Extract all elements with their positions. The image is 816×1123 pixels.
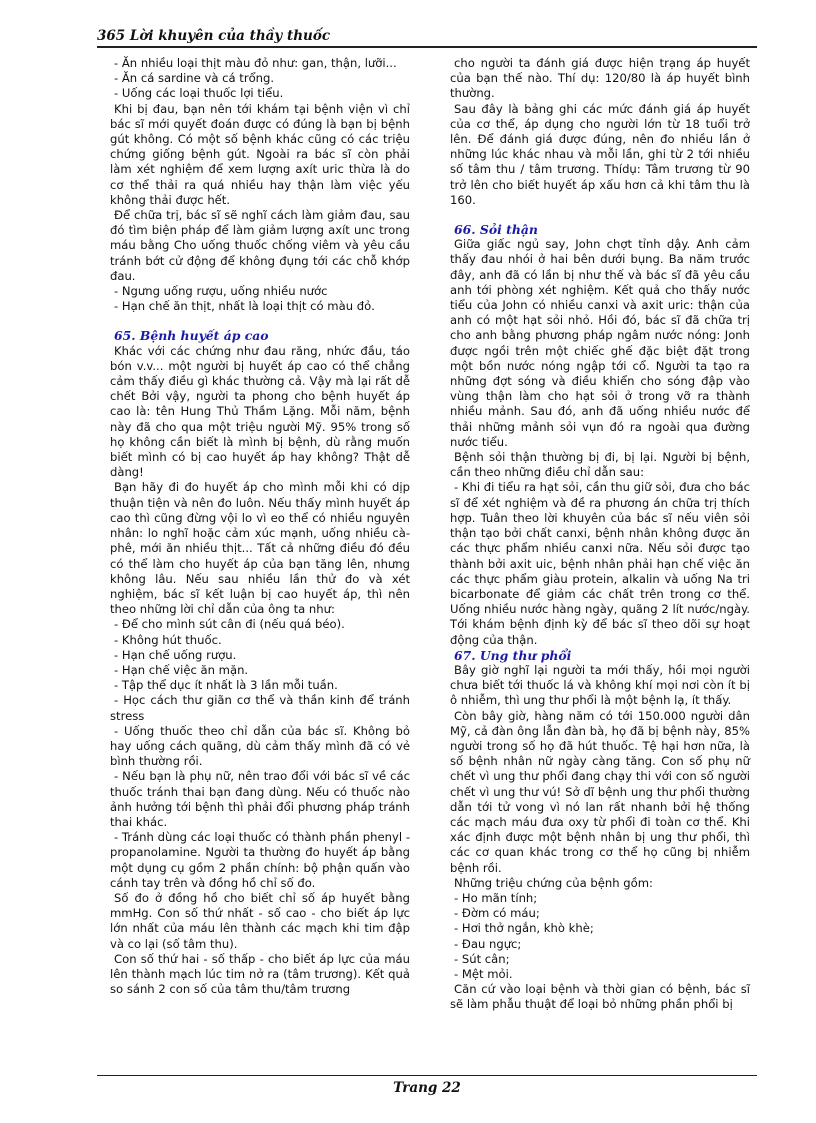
section-65-title: 65. Bệnh huyết áp cao — [114, 328, 269, 344]
right-column — [450, 56, 750, 1013]
paragraph: - Hạn chế uống rượu. — [114, 647, 237, 662]
paragraph: - Để cho mình sút cân đi (nếu quá béo). — [114, 617, 345, 632]
paragraph: - Uống thuốc theo chỉ dẫn của bác sĩ. Không bỏ hay uống cách quãng, dù cảm thấy mình đã có vẻ bình thường rồi. — [110, 723, 410, 769]
paragraph: - Uống các loại thuốc lợi tiểu. — [114, 86, 284, 101]
paragraph: - Mệt mỏi. — [454, 966, 513, 981]
paragraph: - Ăn cá sardine và cá trổng. — [114, 71, 275, 86]
page-number: Trang 22 — [393, 1080, 461, 1096]
header-divider — [97, 46, 757, 48]
paragraph: - Ho mãn tính; — [454, 890, 538, 905]
paragraph: Những triệu chứng của bệnh gồm: — [454, 875, 653, 890]
paragraph: - Hạn chế việc ăn mặn. — [114, 662, 249, 677]
paragraph: Khác với các chứng như đau răng, nhức đầu, táo bón v.v... một người bị huyết áp cao có thể chẳng cảm thấy điều gì khác thường cả. Vậy mà lại rất dễ chết Bởi vậy, người ta phong cho bệnh huyết áp cao là: tên Hung Thủ Thầm Lặng. Mỗi năm, bệnh này đã cho qua một triệu người Mỹ. 95% trong số họ không cần biết là mình bị bệnh, dù rằng muốn biết mình có bị cao huyết áp hay không? Thật dễ dàng! — [110, 343, 410, 480]
paragraph: - Tránh dùng các loại thuốc có thành phần phenyl - propanolamine. Người ta thường đo huyết áp bằng một dụng cụ gồm 2 phần chính: bộ phận quấn vào cánh tay trên và đồng hồ chỉ số đo. — [110, 830, 410, 890]
paragraph: - Hạn chế ăn thịt, nhất là loại thịt có màu đỏ. — [114, 299, 375, 314]
paragraph: Bệnh sỏi thận thường bị đi, bị lại. Người bị bệnh, cần theo những điều chỉ dẫn sau: — [450, 450, 750, 480]
section-65-body — [110, 344, 410, 998]
paragraph: - Ăn nhiều loại thịt màu đỏ như: gan, thận, lưỡi... — [114, 56, 397, 70]
section-67-body — [450, 663, 750, 1013]
paragraph: - Không hút thuốc. — [114, 632, 222, 647]
paragraph: Giữa giấc ngủ say, John chợt tỉnh dậy. Anh cảm thấy đau nhói ở hai bên dưới bụng. Ba năm trước đây, anh đã có lần bị như thế và bác sĩ đã yêu cầu anh tới phòng xét nghiệm. Kết quả cho thấy nước tiểu của John có nhiều canxi và axit uric: thận của anh có một hạt sỏi nhỏ. Hồi đó, bác sĩ đã chữa trị cho anh bằng phương pháp ngâm nước nóng: Jonh được ngồi trên một chiếc ghế đặc biệt đặt trong một bồn nước nóng ngập tới cổ. Người ta tạo ra những đợt sóng và điều khiển cho sóng đập vào vùng thận làm cho hạt sỏi ở trong vỡ ra thành nhiều mảnh. Sau đó, anh đã uống nhiều nước để thải những mảnh sỏi vụn đó ra ngoài qua đường nước tiểu. — [450, 237, 750, 449]
section-66-title: 66. Sỏi thận — [454, 222, 538, 238]
paragraph: Số đo ở đồng hồ cho biết chỉ số áp huyết bằng mmHg. Con số thứ nhất - số cao - cho biết áp lực lớn nhất của máu lên thành các mạch khi tim đập và co lại (số tâm thu). — [110, 890, 410, 951]
paragraph: - Hơi thở ngắn, khò khè; — [454, 921, 594, 936]
paragraph: Bây giờ nghĩ lại người ta mới thấy, hồi mọi người chưa biết tới thuốc lá và không khí mọi nơi còn ít bị ô nhiễm, thì ung thư phổi là một bệnh lạ, ít thấy. — [450, 662, 750, 708]
paragraph: - Khi đi tiểu ra hạt sỏi, cần thu giữ sỏi, đưa cho bác sĩ để xét nghiệm và đề ra phương án chữa trị thích hợp. Tuân theo lời khuyên của bác sĩ nếu viên sỏi thận tạo bởi chất canxi, bệnh nhân không được ăn các thực phẩm nhiều canxi nữa. Nếu sỏi được tạo thành bởi axit uic, bệnh nhân phải hạn chế việc ăn các thực phẩm giàu protein, alkalin và uống Na tri bicarbonate để giảm các chất trên trong cơ thể. Uống nhiều nước hàng ngày, quãng 2 lít nước/ngày. Tới khám bệnh định kỳ để bác sĩ theo dõi sự hoạt động của thận. — [450, 480, 750, 647]
paragraph: - Nếu bạn là phụ nữ, nên trao đổi với bác sĩ về các thuốc tránh thai bạn đang dùng. Nếu có thuốc nào ảnh hưởng tới bệnh thì phải đổi phương pháp tránh thai khác. — [110, 769, 410, 829]
page-header-title: 365 Lời khuyên của thầy thuốc — [97, 28, 331, 44]
paragraph: Còn bây giờ, hàng năm có tới 150.000 người dân Mỹ, cả đàn ông lẫn đàn bà, họ đã bị bệnh này, 85% người trong số họ đã hút thuốc. Tệ hại hơn nữa, là số bệnh nhân nữ ngày càng tăng. Con số phụ nữ chết vì ung thư phổi đang chạy thi với con số người chết vì ung thư vú! Sở dĩ bệnh ung thư phổi thường dẫn tới tử vong vì nó lan rất nhanh bởi hệ thống các mạch máu đưa oxy từ phổi đi toàn cơ thể. Khi xác định được một bệnh nhân bị ung thư phổi, thì các cơ quan khác trong cơ thể họ cũng bị nhiễm bệnh rồi. — [450, 708, 750, 875]
section-66-body — [450, 237, 750, 647]
section-67-title: 67. Ung thư phổi — [454, 647, 572, 663]
paragraph: - Sút cân; — [454, 951, 510, 966]
paragraph: - Ngưng uống rượu, uống nhiều nước — [114, 284, 328, 299]
paragraph: - Đau ngực; — [454, 936, 522, 951]
paragraph: - Đờm có máu; — [454, 906, 540, 921]
paragraph: - Tập thể dục ít nhất là 3 lần mỗi tuần. — [114, 678, 338, 693]
paragraph: Khi bị đau, bạn nên tới khám tại bệnh viện vì chỉ bác sĩ mới quyết đoán được có đúng là bạn bị bệnh gút không. Có một số bệnh khác cũng có các triệu chứng giống bệnh gút. Ngoài ra bác sĩ còn phải làm xét nghiệm để xem lượng axít uric thừa là do cơ thể thải ra quá nhiều hay thận làm việc yếu không thải được hết. — [110, 101, 410, 207]
paragraph: - Học cách thư giãn cơ thể và thần kinh để tránh stress — [110, 693, 410, 723]
paragraph: Sau đây là bảng ghi các mức đánh giá áp huyết của cơ thể, áp dụng cho người lớn từ 18 tuổi trở lên. Để đánh giá được đúng, nên đo nhiều lần ở những lúc khác nhau và mỗi lần, ghi từ 2 tới nhiều số tâm thu / tâm trương. Thídụ: Tâm trương từ 90 trở lên cho biết huyết áp xấu hơn cả khi tâm thu là 160. — [450, 101, 750, 207]
paragraph: Bạn hãy đi đo huyết áp cho mình mỗi khi có dịp thuận tiện và nên đo luôn. Nếu thấy mình huyết áp cao thì cũng đừng vội lo vì eo thể có nhiều nguyên nhân: lo nghĩ hoặc cảm xúc mạnh, uống nhiều cà-phê, mới ăn nhiều thịt... Tất cả những điều đó đều có thể làm cho huyết áp của bạn tăng lên, nhưng không lâu. Nếu sau nhiều lần thử đo và xét nghiệm, bác sĩ kết luận bị cao huyết áp, thì nên theo những lời chỉ dẫn của ông ta như: — [110, 480, 410, 617]
left-column — [110, 56, 410, 997]
right-intro-block — [450, 56, 750, 208]
paragraph: Để chữa trị, bác sĩ sẽ nghĩ cách làm giảm đau, sau đó tìm biện pháp để làm giảm lượng axít unc trong máu bằng Cho uống thuốc chống viêm và yêu cầu tránh bớt cử động để không đụng tới các chỗ khớp đau. — [110, 208, 410, 283]
left-intro-block — [110, 56, 410, 314]
paragraph: cho người ta đánh giá được hiện trạng áp huyết của bạn thế nào. Thí dụ: 120/80 là áp huyết bình thường. — [450, 56, 750, 101]
paragraph: Con số thứ hai - số thấp - cho biết áp lực của máu lên thành mạch lúc tim nở ra (tâm trương). Kết quả so sánh 2 con số của tâm thu/tâm trương — [110, 951, 410, 997]
paragraph: Căn cứ vào loại bệnh và thời gian có bệnh, bác sĩ sẽ làm phẫu thuật để loại bỏ những phần phổi bị — [450, 982, 750, 1012]
footer-divider — [97, 1075, 757, 1076]
